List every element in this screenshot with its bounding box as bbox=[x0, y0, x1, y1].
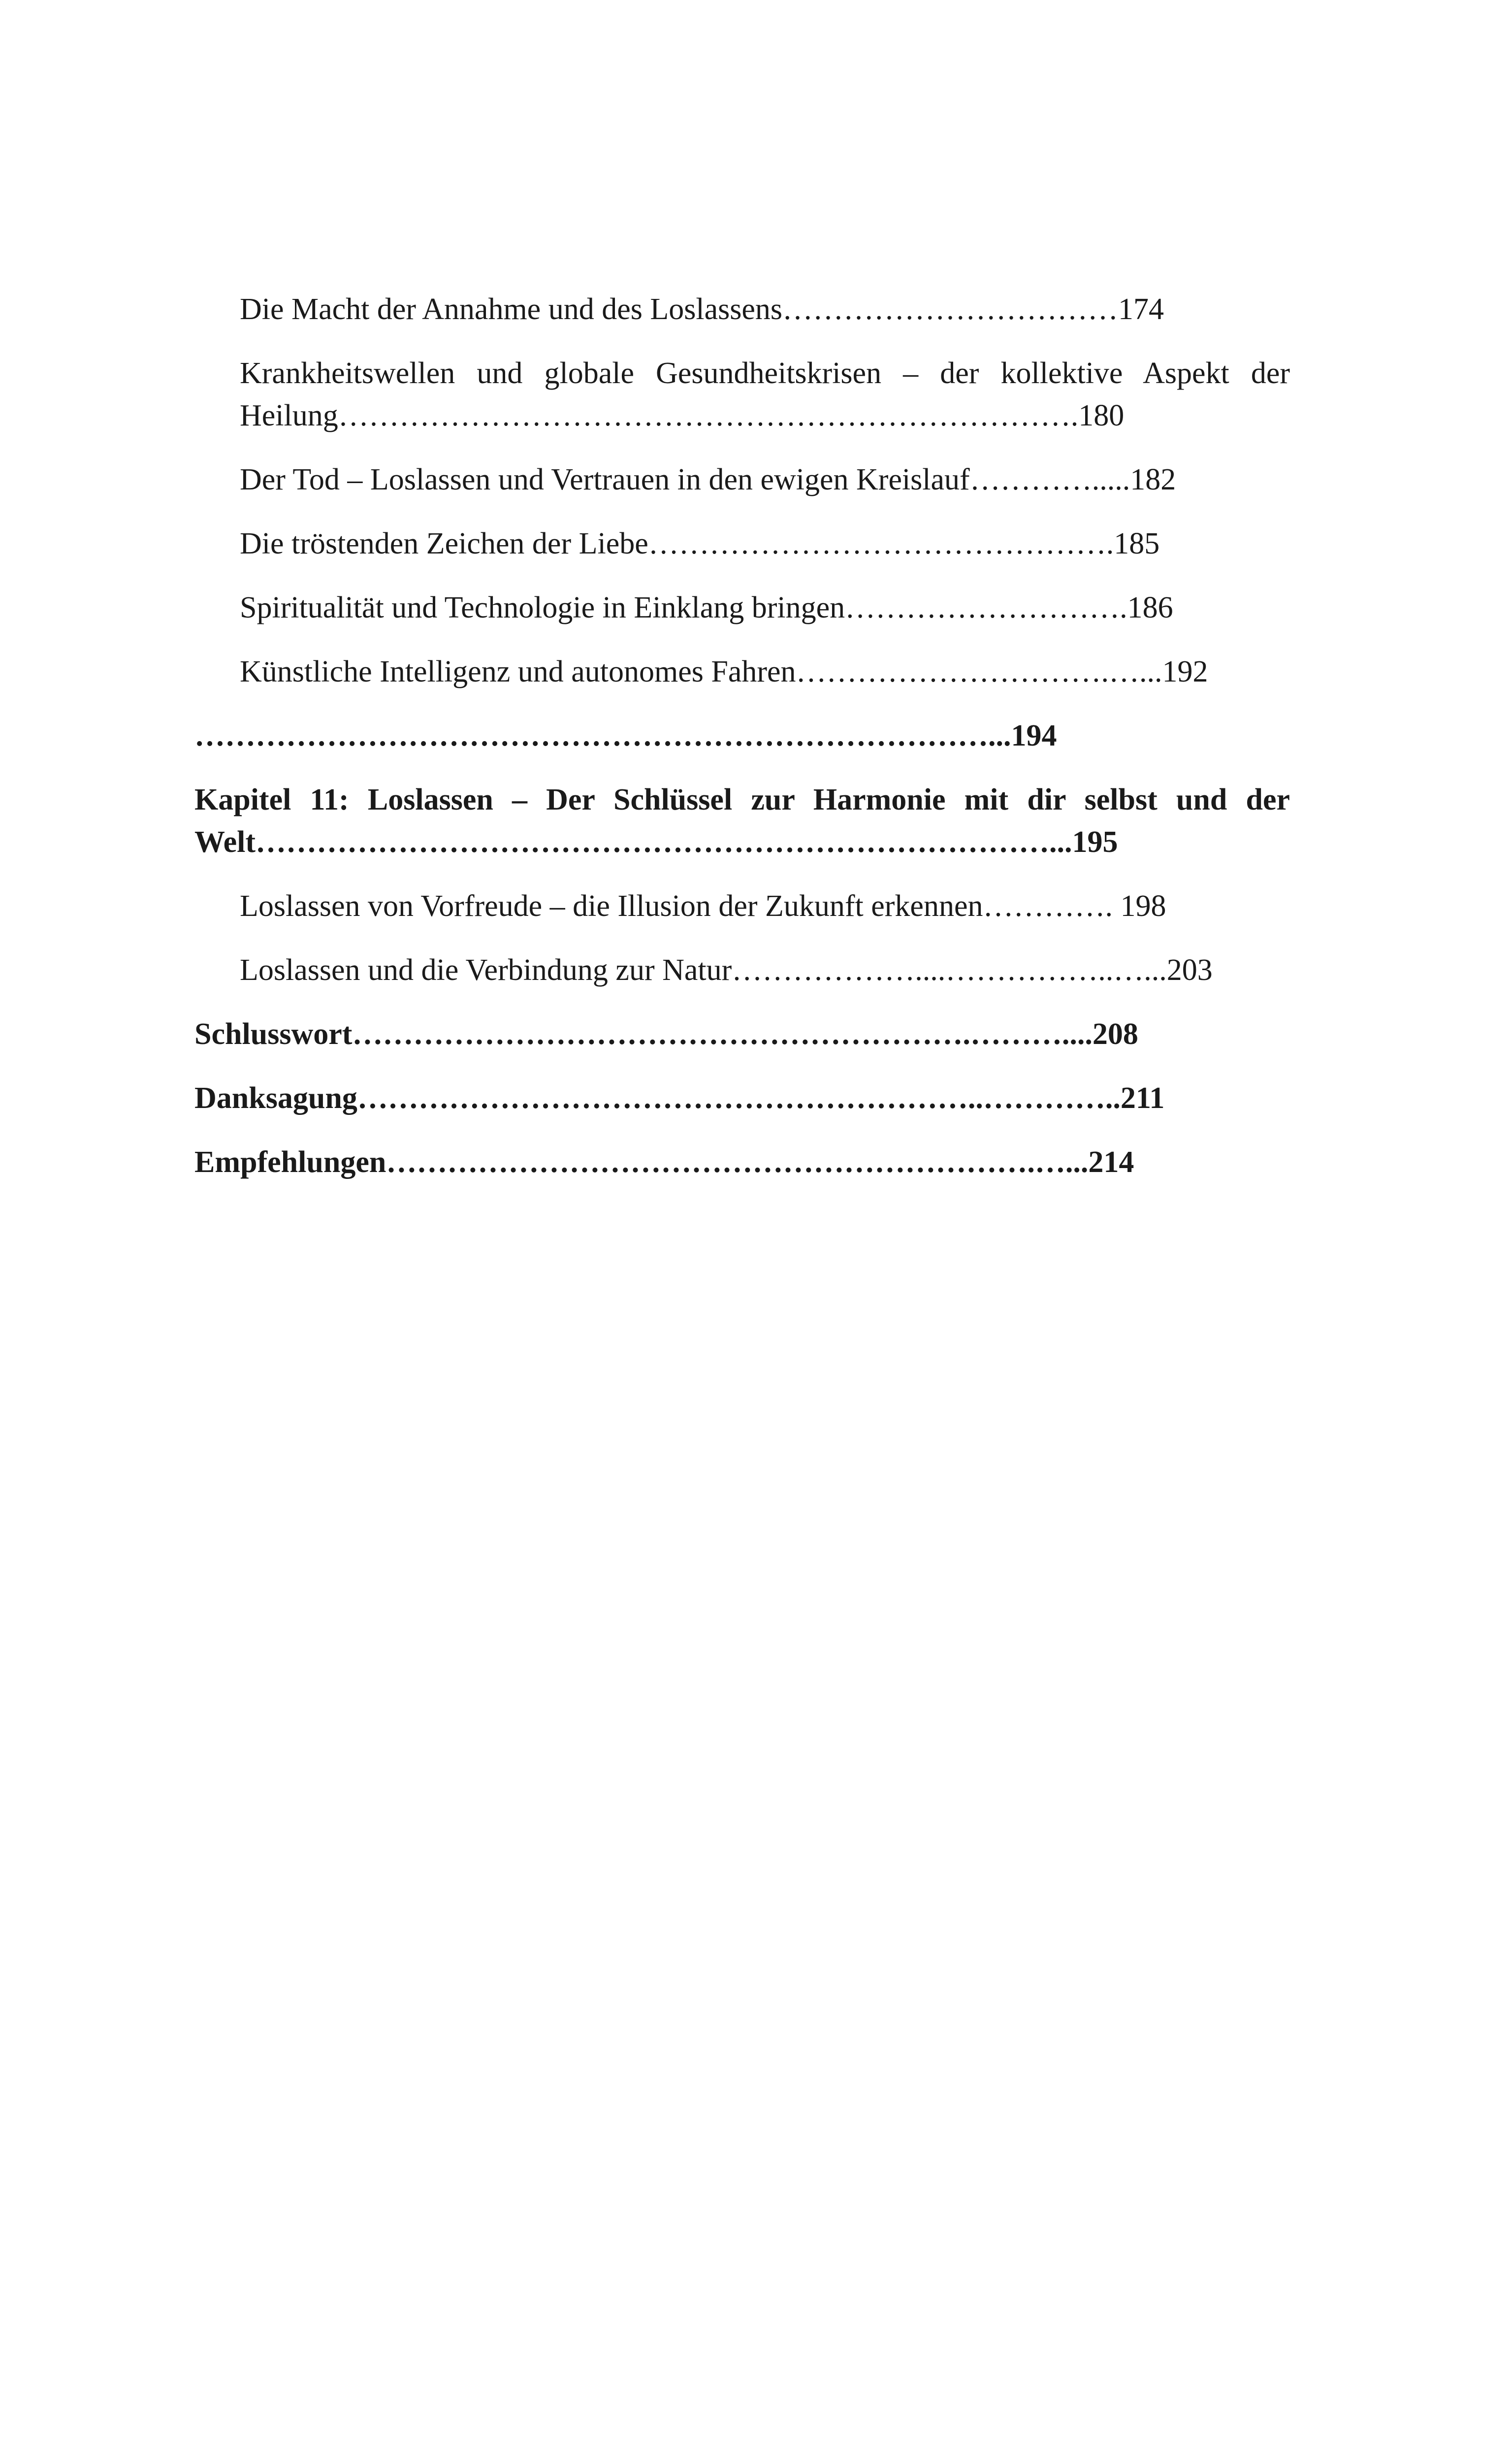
toc-entry: Loslassen von Vorfreude – die Illusion der Zukunft erkennen…………. 198 bbox=[240, 889, 1166, 923]
toc-entry: Der Tod – Loslassen und Vertrauen in den ewigen Kreislauf………….....182 bbox=[240, 463, 1176, 496]
toc-entry: Künstliche Intelligenz und autonomes Fahren………………………….…...192 bbox=[240, 655, 1208, 688]
table-of-contents bbox=[194, 288, 1290, 1205]
toc-entry: Loslassen und die Verbindung zur Natur………………....……………..…...203 bbox=[240, 953, 1213, 987]
toc-entry-line: Krankheitswellen und globale Gesundheitskrisen – der kollektive Aspekt der bbox=[240, 357, 1290, 390]
toc-entry: Empfehlungen……………………………………………………….…...214 bbox=[194, 1145, 1134, 1179]
toc-entry: Schlusswort…………………………………………………….………....208 bbox=[194, 1017, 1138, 1051]
toc-entry: Die tröstenden Zeichen der Liebe……………………………………….185 bbox=[240, 527, 1160, 560]
toc-entry: ……………………………………………………………………...194 bbox=[194, 719, 1057, 752]
toc-entry: Danksagung……………………………………………………..…………..211 bbox=[194, 1081, 1165, 1115]
toc-entry bbox=[194, 352, 1290, 437]
toc-entry-line: Welt……………………………………………………………………...195 bbox=[194, 825, 1118, 859]
toc-entry: Spiritualität und Technologie in Einklang bringen……………………….186 bbox=[240, 591, 1173, 624]
toc-entry-line: Heilung……………………………………………………………….180 bbox=[240, 399, 1125, 432]
toc-entry-line: Kapitel 11: Loslassen – Der Schlüssel zur Harmonie mit dir selbst und der bbox=[194, 783, 1290, 816]
toc-chapter-entry bbox=[194, 779, 1290, 863]
toc-entry: Die Macht der Annahme und des Loslassens……………………………174 bbox=[240, 293, 1164, 326]
